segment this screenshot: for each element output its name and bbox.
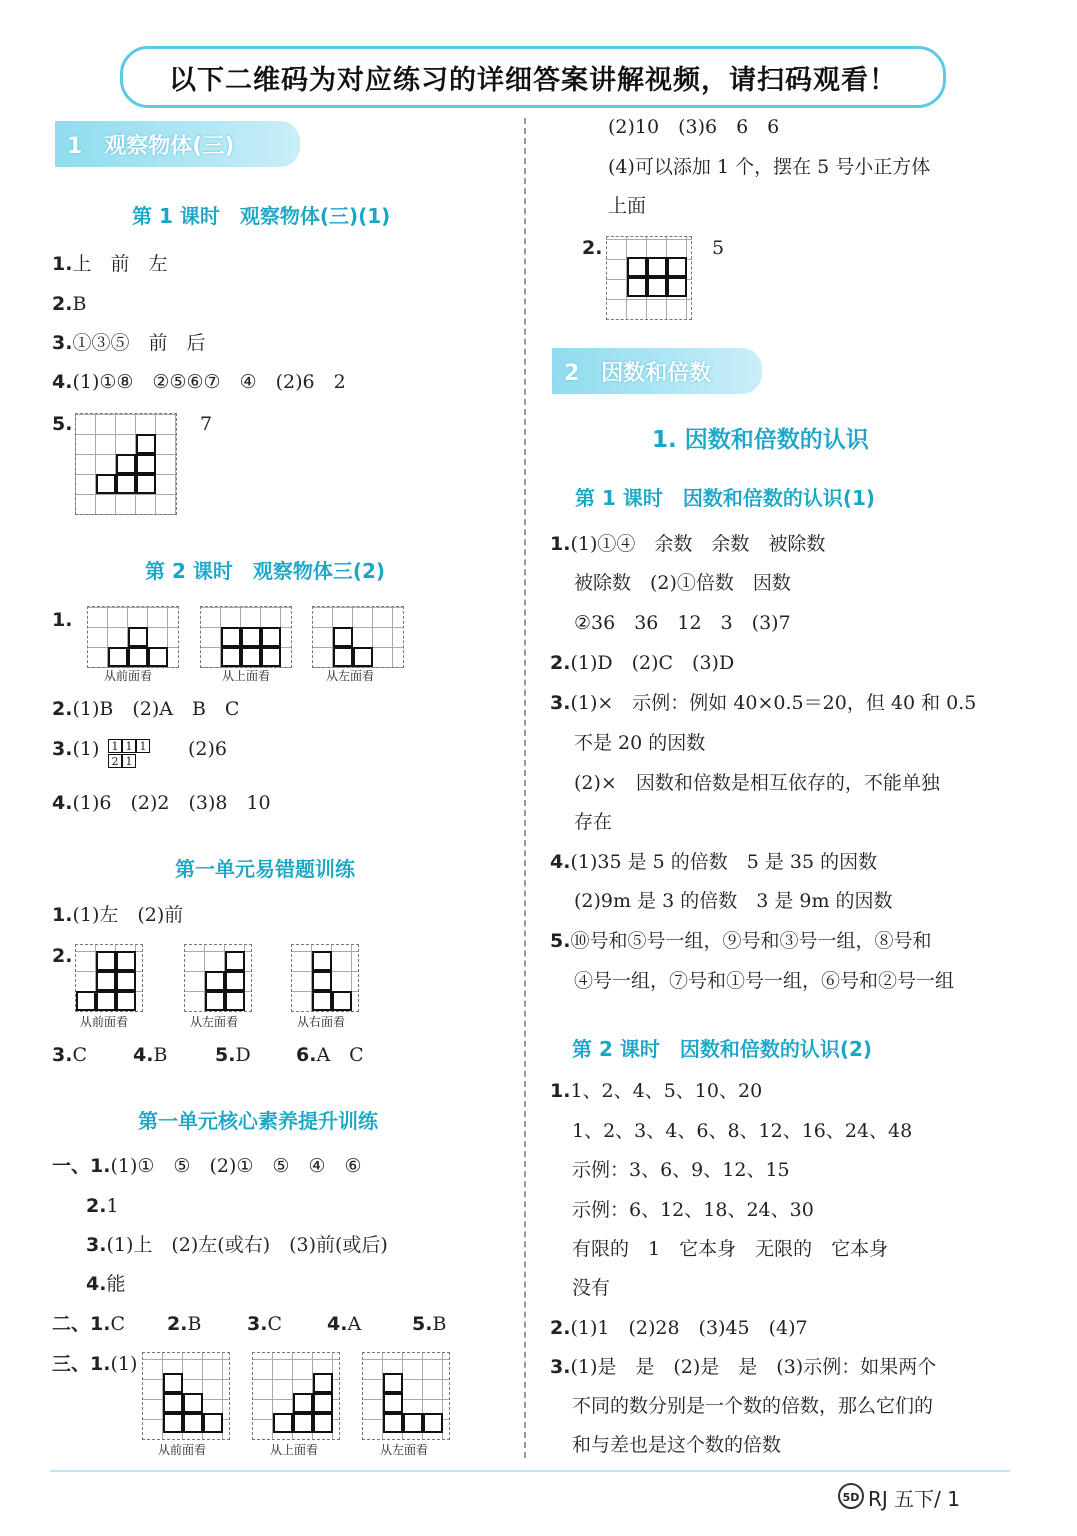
r2-q1b: 1、2、3、4、6、8、12、16、24、48	[572, 1120, 913, 1142]
r1-q3b: 不是 20 的因数	[574, 732, 706, 754]
r1-q2: 2.(1)D (2)C (3)D	[550, 652, 735, 674]
r2-q3b: 不同的数分别是一个数的倍数，那么它们的	[572, 1395, 934, 1417]
err-q2-number: 2.	[52, 945, 73, 967]
core-2-1: 二、1.C	[52, 1313, 126, 1335]
err-q4: 4.B	[133, 1044, 168, 1066]
core-2-2: 2.B	[167, 1313, 202, 1335]
r1-q3c: (2)× 因数和倍数是相互依存的，不能单独	[574, 772, 940, 794]
unit-2-header: 2 因数和倍数	[552, 348, 762, 394]
l2-q2: 2.(1)B (2)A B C	[52, 698, 240, 720]
err-q6: 6.A C	[296, 1044, 364, 1066]
err-caption-left: 从左面看	[190, 1015, 239, 1029]
core-1-1: 一、1.(1)① ⑤ (2)① ⑤ ④ ⑥	[52, 1155, 362, 1177]
core-caption-left: 从左面看	[380, 1443, 429, 1457]
error-training-title: 第一单元易错题训练	[175, 857, 355, 881]
l2-q1-left-grid	[312, 606, 404, 668]
r1-q1c: ②36 36 12 3 (3)7	[574, 612, 791, 634]
err-q5: 5.D	[215, 1044, 251, 1066]
brand-logo: 5D	[838, 1483, 864, 1509]
caption-left: 从左面看	[326, 669, 375, 683]
core-3-1: 三、1.(1)	[52, 1353, 138, 1375]
core-3-front-grid	[142, 1352, 230, 1440]
core-caption-top: 从上面看	[270, 1443, 319, 1457]
r-lesson-1-title: 第 1 课时 因数和倍数的认识(1)	[575, 486, 876, 510]
l2-q1-front-grid	[87, 606, 179, 668]
l1-q5-number: 5.	[52, 413, 73, 435]
r1-q1a: 1.(1)①④ 余数 余数 被除数	[550, 533, 826, 555]
err-q3: 3.C	[52, 1044, 87, 1066]
r2-q3a: 3.(1)是 是 (2)是 是 (3)示例：如果两个	[550, 1356, 937, 1378]
err-q1: 1.(1)左 (2)前	[52, 904, 184, 926]
footer-line	[50, 1470, 1010, 1472]
l1-q3: 3.①③⑤ 前 后	[52, 332, 206, 354]
core-1-2: 2.1	[86, 1195, 119, 1217]
r1-q4a: 4.(1)35 是 5 的倍数 5 是 35 的因数	[550, 851, 878, 873]
err-caption-right: 从右面看	[297, 1015, 346, 1029]
core-2-5: 5.B	[412, 1313, 447, 1335]
r1-q3d: 存在	[574, 811, 613, 833]
l1-q4: 4.(1)①⑧ ②⑤⑥⑦ ④ (2)6 2	[52, 371, 346, 393]
r2-q1e: 有限的 1 它本身 无限的 它本身	[572, 1238, 889, 1260]
r-q2-grid	[606, 236, 692, 320]
unit-1-header: 1 观察物体(三)	[55, 121, 300, 167]
r2-q1f: 没有	[572, 1277, 611, 1299]
header-banner: 以下二维码为对应练习的详细答案讲解视频，请扫码观看！	[120, 46, 946, 108]
core-training-title: 第一单元核心素养提升训练	[138, 1109, 378, 1133]
err-caption-front: 从前面看	[80, 1015, 129, 1029]
column-divider	[524, 118, 526, 1458]
l2-q4: 4.(1)6 (2)2 (3)8 10	[52, 792, 271, 814]
l2-q3-part2: (2)6	[188, 738, 228, 760]
r-cont-1: (2)10 (3)6 6 6	[608, 116, 780, 138]
core-2-4: 4.A	[327, 1313, 362, 1335]
r1-q5b: ④号一组，⑦号和①号一组，⑥号和②号一组	[574, 970, 955, 992]
err-q2-front-grid	[75, 944, 143, 1012]
core-2-3: 3.C	[247, 1313, 282, 1335]
r-q2-answer: 5	[712, 237, 725, 259]
l2-q1-number: 1.	[52, 609, 73, 631]
l2-q3: 3.(1)	[52, 738, 100, 760]
l2-q3-diagram: 1 1 1 2 1	[108, 739, 168, 771]
l1-q5-grid	[75, 413, 177, 515]
core-1-3: 3.(1)上 (2)左(或右) (3)前(或后)	[86, 1234, 388, 1256]
r-cont-3: 上面	[608, 195, 647, 217]
err-q2-left-grid	[184, 944, 252, 1012]
r-q2-number: 2.	[582, 237, 603, 259]
core-1-4: 4.能	[86, 1273, 126, 1295]
caption-top: 从上面看	[222, 669, 271, 683]
core-3-top-grid	[252, 1352, 340, 1440]
r-cont-2: (4)可以添加 1 个，摆在 5 号小正方体	[608, 156, 931, 178]
r2-q1d: 示例：6、12、18、24、30	[572, 1199, 814, 1221]
r1-q4b: (2)9m 是 3 的倍数 3 是 9m 的因数	[574, 890, 893, 912]
r-lesson-2-title: 第 2 课时 因数和倍数的认识(2)	[572, 1037, 873, 1061]
r1-q1b: 被除数 (2)①倍数 因数	[574, 572, 791, 594]
section-title: 1. 因数和倍数的认识	[652, 427, 869, 453]
err-q2-right-grid	[291, 944, 359, 1012]
r2-q1c: 示例：3、6、9、12、15	[572, 1159, 790, 1181]
r1-q5a: 5.⑩号和⑤号一组，⑨号和③号一组，⑧号和	[550, 930, 932, 952]
page-footer: RJ 五下/ 1	[868, 1487, 960, 1511]
r2-q2: 2.(1)1 (2)28 (3)45 (4)7	[550, 1317, 808, 1339]
r2-q1a: 1.1、2、4、5、10、20	[550, 1080, 763, 1102]
lesson-2-title: 第 2 课时 观察物体三(2)	[145, 559, 386, 583]
l1-q2: 2.B	[52, 293, 87, 315]
l1-q5-answer: 7	[200, 413, 213, 435]
caption-front: 从前面看	[104, 669, 153, 683]
lesson-1-title: 第 1 课时 观察物体(三)(1)	[132, 204, 391, 228]
l2-q1-top-grid	[200, 606, 292, 668]
l1-q1: 1.上 前 左	[52, 253, 168, 275]
core-3-left-grid	[362, 1352, 450, 1440]
core-caption-front: 从前面看	[158, 1443, 207, 1457]
r2-q3c: 和与差也是这个数的倍数	[572, 1434, 782, 1456]
r1-q3a: 3.(1)× 示例：例如 40×0.5＝20，但 40 和 0.5	[550, 692, 977, 714]
